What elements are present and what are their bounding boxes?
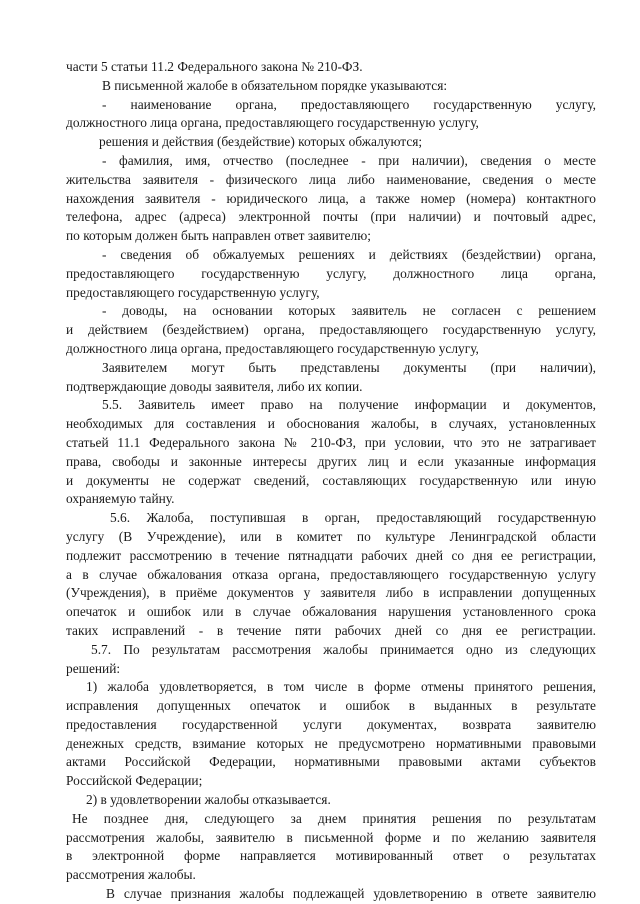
text-line: рассмотрения жалобы. (66, 867, 196, 883)
text-line: В письменной жалобе в обязательном порядке указываются: (102, 77, 448, 93)
text-line: исправления допущенных опечаток и ошибок в выданных в результате (66, 698, 596, 714)
text-line: предоставления государственной услуги документах, возврата заявителю (66, 716, 596, 732)
text-line: предоставляющего государственную услугу, должностного лица органа, (66, 265, 596, 281)
text-line: телефона, адрес (адреса) электронной почты (при наличии) и почтовый адрес, (66, 209, 596, 225)
text-line: охраняемую тайну. (66, 491, 175, 507)
text-line: а в случае обжалования отказа органа, предоставляющего государственную услугу (66, 566, 596, 582)
text-line: предоставляющего государственную услугу, (66, 284, 320, 300)
text-line: Российской Федерации; (66, 773, 203, 789)
text-line: решения и действия (бездействие) которых обжалуются; (99, 134, 423, 150)
text-line: 1) жалоба удовлетворяется, в том числе в форме отмены принятого решения, (86, 679, 596, 695)
text-line: подтверждающие доводы заявителя, либо их копии. (66, 378, 363, 394)
text-line: должностного лица органа, предоставляющего государственную услугу, (66, 115, 479, 131)
text-line: в электронной форме направляется мотивированный ответ о результатах (66, 848, 596, 864)
text-line: таких исправлений - в течение пяти рабочих дней со дня ее регистрации. (66, 622, 596, 638)
text-line: - доводы, на основании которых заявитель не согласен с решением (102, 303, 596, 319)
text-line: статьей 11.1 Федерального закона № 210-ФЗ, при условии, что это не затрагивает (66, 434, 596, 450)
text-line: необходимых для составления и обоснования жалобы, в случаях, установленных (66, 416, 596, 432)
text-line: 5.5. Заявитель имеет право на получение информации и документов, (102, 397, 596, 413)
text-line: и действием (бездействием) органа, предоставляющего государственную услугу, (66, 322, 596, 338)
text-line: опечаток и ошибок или в случае обжалования нарушения установленного срока (66, 604, 596, 620)
text-line: 5.6. Жалоба, поступившая в орган, предоставляющий государственную (110, 510, 596, 526)
text-line: жительства заявителя - физического лица либо наименование, сведения о месте (66, 171, 596, 187)
text-line: 5.7. По результатам рассмотрения жалобы принимается одно из следующих (91, 641, 596, 657)
text-line: решений: (66, 660, 121, 676)
text-line: - наименование органа, предоставляющего государственную услугу, (102, 96, 596, 112)
text-line: (Учреждения), в приёме документов у заявителя либо в исправлении допущенных (66, 585, 596, 601)
text-line: рассмотрения жалобы, заявителю в письменной форме и по желанию заявителя (66, 829, 596, 845)
text-line: актами Российской Федерации, нормативными правовыми актами субъектов (66, 754, 596, 770)
text-line: нахождения заявителя - юридического лица, а также номер (номера) контактного (66, 190, 596, 206)
text-line: права, свободы и законные интересы других лиц и если указанные информация (66, 453, 596, 469)
text-line: 2) в удовлетворении жалобы отказывается. (86, 792, 331, 808)
text-line: В случае признания жалобы подлежащей удовлетворению в ответе заявителю (106, 886, 596, 902)
text-line: и документы не содержат сведений, составляющих государственную или иную (66, 472, 596, 488)
text-line: денежных средств, взимание которых не предусмотрено нормативными правовыми (66, 735, 596, 751)
text-line: Заявителем могут быть представлены документы (при наличии), (102, 359, 596, 375)
text-line: по которым должен быть направлен ответ заявителю; (66, 228, 371, 244)
text-line: должностного лица органа, предоставляющего государственную услугу, (66, 340, 479, 356)
text-line: услугу (В Учреждение), или в комитет по культуре Ленинградской области (66, 528, 596, 544)
text-line: - сведения об обжалуемых решениях и действиях (бездействии) органа, (102, 246, 596, 262)
text-line: части 5 статьи 11.2 Федерального закона № 210-ФЗ. (66, 59, 363, 74)
text-line: подлежит рассмотрению в течение пятнадцати рабочих дней со дня ее регистрации, (66, 547, 596, 563)
text-line: - фамилия, имя, отчество (последнее - при наличии), сведения о месте (102, 152, 596, 168)
text-line: Не позднее дня, следующего за днем принятия решения по результатам (72, 810, 596, 826)
document-page (66, 58, 596, 904)
